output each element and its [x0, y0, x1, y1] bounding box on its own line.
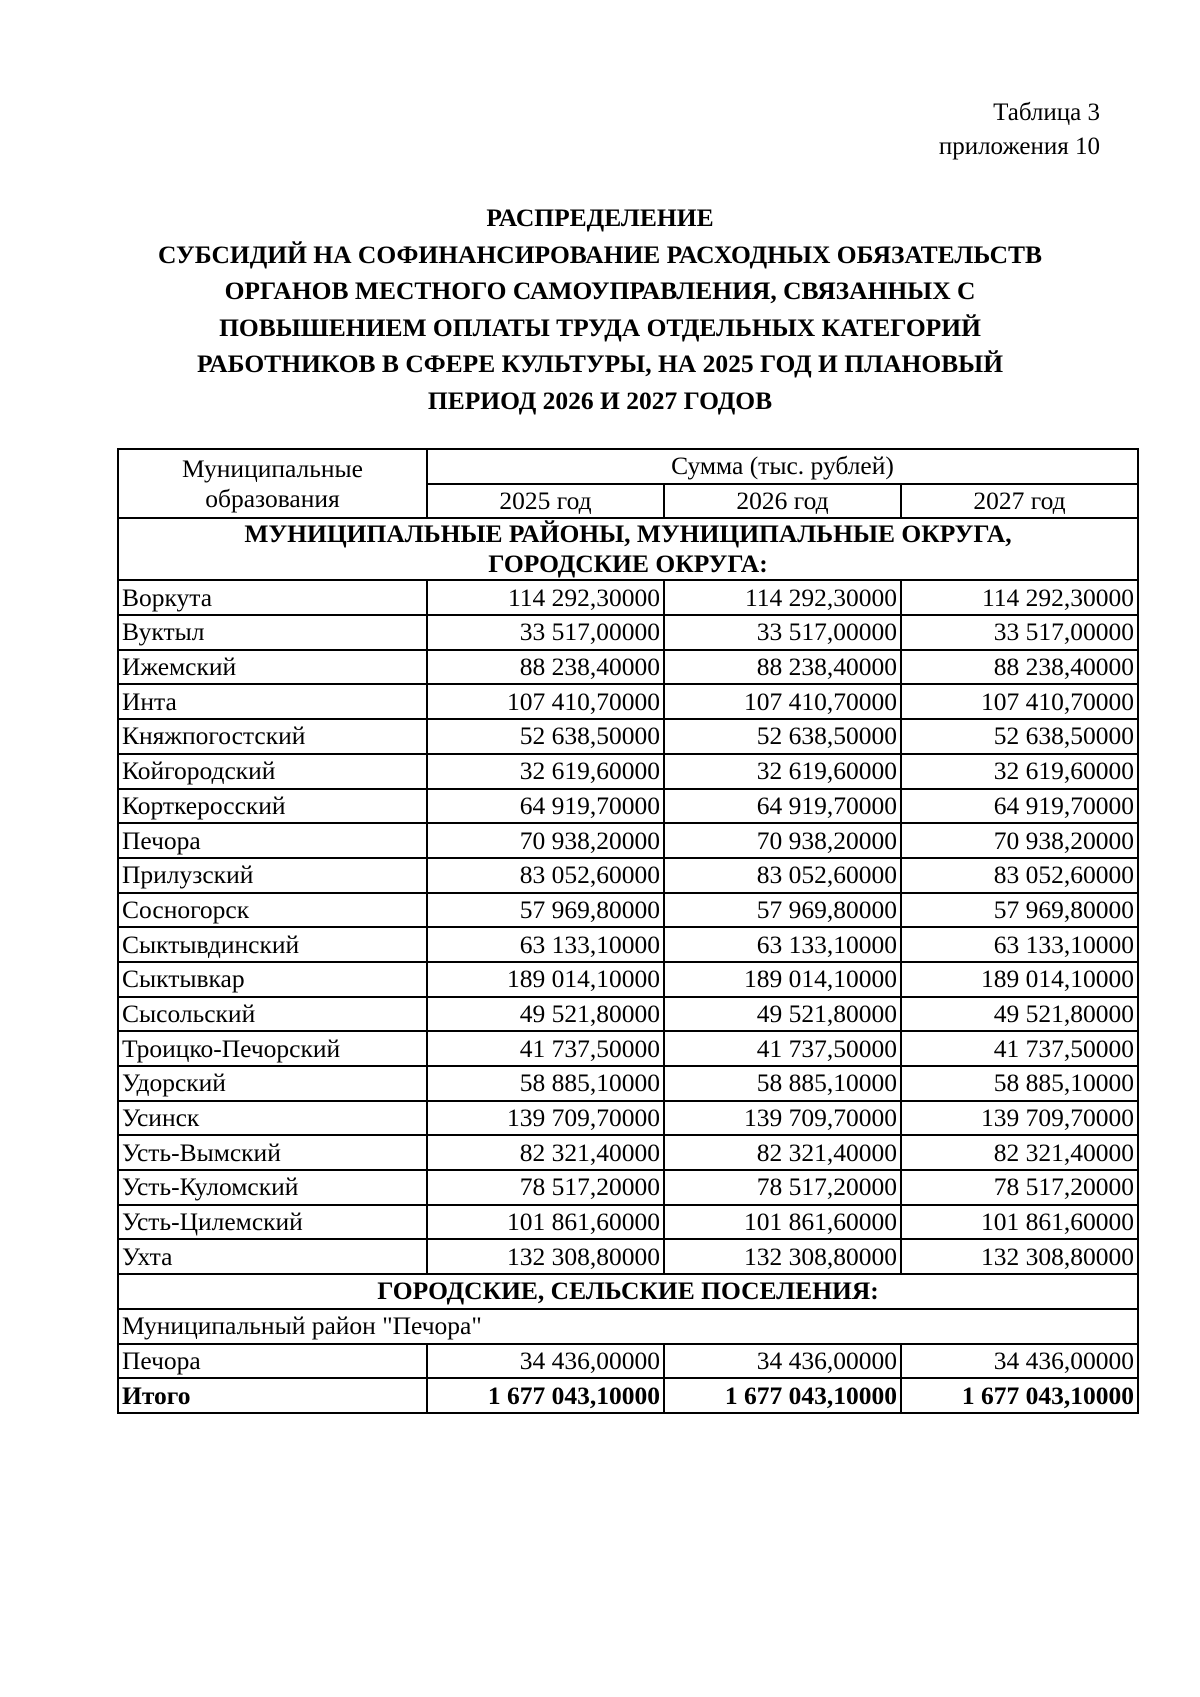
row-value-2027: 139 709,70000 [901, 1101, 1138, 1136]
appendix-number: приложения 10 [938, 133, 1100, 160]
table-row [118, 789, 1138, 824]
row-value-2026: 32 619,60000 [664, 754, 901, 789]
row-value-2025: 107 410,70000 [427, 684, 664, 719]
row-value-2025: 57 969,80000 [427, 893, 664, 928]
row-value-2026: 101 861,60000 [664, 1205, 901, 1240]
table-row [118, 997, 1138, 1032]
row-name: Койгородский [118, 754, 427, 789]
row-name: Усть-Цилемский [118, 1205, 427, 1240]
row-name: Инта [118, 684, 427, 719]
header-year-2027: 2027 год [901, 484, 1138, 519]
row-value-2027: 57 969,80000 [901, 893, 1138, 928]
row-value-2025: 114 292,30000 [427, 580, 664, 615]
row-value-2027: 52 638,50000 [901, 719, 1138, 754]
row-value-2027: 63 133,10000 [901, 927, 1138, 962]
row-value-2027: 33 517,00000 [901, 615, 1138, 650]
row-name: Сысольский [118, 997, 427, 1032]
total-row [118, 1378, 1138, 1413]
table-row [118, 719, 1138, 754]
row-value-2027: 83 052,60000 [901, 858, 1138, 893]
document-title [100, 200, 1100, 419]
table-header-row [118, 449, 1138, 484]
row-value-2026: 63 133,10000 [664, 927, 901, 962]
row-name: Прилузский [118, 858, 427, 893]
row-value-2025: 88 238,40000 [427, 650, 664, 685]
section-districts-line1: МУНИЦИПАЛЬНЫЕ РАЙОНЫ, МУНИЦИПАЛЬНЫЕ ОКРУГА, [244, 519, 1012, 549]
row-name: Вуктыл [118, 615, 427, 650]
row-name: Усть-Вымский [118, 1135, 427, 1170]
header-municipalities-line2: образования [205, 483, 340, 513]
table-row [118, 1239, 1138, 1274]
row-value-2027: 49 521,80000 [901, 997, 1138, 1032]
row-value-2027: 132 308,80000 [901, 1239, 1138, 1274]
row-value-2025: 63 133,10000 [427, 927, 664, 962]
row-value-2025: 101 861,60000 [427, 1205, 664, 1240]
row-value-2025: 132 308,80000 [427, 1239, 664, 1274]
row-value-2026: 41 737,50000 [664, 1031, 901, 1066]
table-row [118, 1135, 1138, 1170]
total-value-2026: 1 677 043,10000 [664, 1378, 901, 1413]
row-value-2025: 78 517,20000 [427, 1170, 664, 1205]
table-row [118, 684, 1138, 719]
row-name: Ухта [118, 1239, 427, 1274]
title-line: РАБОТНИКОВ В СФЕРЕ КУЛЬТУРЫ, НА 2025 ГОД И ПЛАНОВЫЙ [196, 349, 1004, 378]
row-value-2025: 189 014,10000 [427, 962, 664, 997]
row-value-2026: 132 308,80000 [664, 1239, 901, 1274]
header-year-2026: 2026 год [664, 484, 901, 519]
table-row [118, 893, 1138, 928]
total-value-2027: 1 677 043,10000 [901, 1378, 1138, 1413]
row-name: Воркута [118, 580, 427, 615]
row-value-2025: 33 517,00000 [427, 615, 664, 650]
row-value-2026: 78 517,20000 [664, 1170, 901, 1205]
row-value-2027: 189 014,10000 [901, 962, 1138, 997]
row-value-2025: 41 737,50000 [427, 1031, 664, 1066]
row-name: Усть-Куломский [118, 1170, 427, 1205]
row-name: Княжпогостский [118, 719, 427, 754]
row-value-2026: 83 052,60000 [664, 858, 901, 893]
table-row [118, 858, 1138, 893]
row-name: Троицко-Печорский [118, 1031, 427, 1066]
table-row [118, 615, 1138, 650]
row-value-2027: 64 919,70000 [901, 789, 1138, 824]
row-value-2027: 34 436,00000 [901, 1344, 1138, 1379]
row-name: Сыктывдинский [118, 927, 427, 962]
table-row [118, 1101, 1138, 1136]
row-value-2026: 33 517,00000 [664, 615, 901, 650]
row-name: Сосногорск [118, 893, 427, 928]
row-value-2026: 139 709,70000 [664, 1101, 901, 1136]
row-name: Печора [118, 823, 427, 858]
row-value-2026: 114 292,30000 [664, 580, 901, 615]
table-row [118, 1066, 1138, 1101]
row-value-2026: 34 436,00000 [664, 1344, 901, 1379]
row-value-2025: 70 938,20000 [427, 823, 664, 858]
section-header-row [118, 1274, 1138, 1309]
row-value-2027: 58 885,10000 [901, 1066, 1138, 1101]
row-value-2026: 58 885,10000 [664, 1066, 901, 1101]
header-municipalities-line1: Муниципальные [181, 453, 363, 483]
table-row [118, 1205, 1138, 1240]
row-value-2027: 114 292,30000 [901, 580, 1138, 615]
subsidy-distribution-table [117, 448, 1139, 1414]
row-value-2025: 34 436,00000 [427, 1344, 664, 1379]
row-name: Ижемский [118, 650, 427, 685]
total-value-2025: 1 677 043,10000 [427, 1378, 664, 1413]
row-value-2027: 101 861,60000 [901, 1205, 1138, 1240]
row-value-2025: 139 709,70000 [427, 1101, 664, 1136]
district-name: Муниципальный район "Печора" [118, 1309, 1138, 1344]
section-settlements-title: ГОРОДСКИЕ, СЕЛЬСКИЕ ПОСЕЛЕНИЯ: [118, 1274, 1138, 1309]
table-row [118, 1344, 1138, 1379]
row-value-2025: 52 638,50000 [427, 719, 664, 754]
row-value-2026: 57 969,80000 [664, 893, 901, 928]
table-row [118, 927, 1138, 962]
row-value-2025: 49 521,80000 [427, 997, 664, 1032]
row-value-2025: 32 619,60000 [427, 754, 664, 789]
table-number: Таблица 3 [993, 99, 1100, 126]
row-value-2026: 189 014,10000 [664, 962, 901, 997]
section-districts-line2: ГОРОДСКИЕ ОКРУГА: [488, 549, 768, 579]
row-value-2027: 70 938,20000 [901, 823, 1138, 858]
row-name: Печора [118, 1344, 427, 1379]
table-row [118, 754, 1138, 789]
table-row [118, 1170, 1138, 1205]
row-value-2027: 41 737,50000 [901, 1031, 1138, 1066]
row-value-2026: 70 938,20000 [664, 823, 901, 858]
row-name: Корткеросский [118, 789, 427, 824]
row-value-2025: 58 885,10000 [427, 1066, 664, 1101]
row-value-2027: 32 619,60000 [901, 754, 1138, 789]
row-value-2025: 82 321,40000 [427, 1135, 664, 1170]
row-value-2026: 107 410,70000 [664, 684, 901, 719]
row-value-2025: 64 919,70000 [427, 789, 664, 824]
row-value-2027: 88 238,40000 [901, 650, 1138, 685]
row-value-2027: 82 321,40000 [901, 1135, 1138, 1170]
row-value-2026: 49 521,80000 [664, 997, 901, 1032]
row-value-2027: 107 410,70000 [901, 684, 1138, 719]
title-line: СУБСИДИЙ НА СОФИНАНСИРОВАНИЕ РАСХОДНЫХ ОБЯЗАТЕЛЬСТВ [157, 239, 1043, 269]
title-line: ОРГАНОВ МЕСТНОГО САМОУПРАВЛЕНИЯ, СВЯЗАННЫХ С [224, 276, 976, 305]
section-districts-title [118, 518, 1138, 580]
row-value-2027: 78 517,20000 [901, 1170, 1138, 1205]
table-row [118, 650, 1138, 685]
row-value-2026: 52 638,50000 [664, 719, 901, 754]
table-row [118, 580, 1138, 615]
district-row [118, 1309, 1138, 1344]
row-name: Удорский [118, 1066, 427, 1101]
row-value-2026: 88 238,40000 [664, 650, 901, 685]
section-header-row [118, 518, 1138, 580]
row-value-2026: 64 919,70000 [664, 789, 901, 824]
row-value-2026: 82 321,40000 [664, 1135, 901, 1170]
title-line: ПЕРИОД 2026 И 2027 ГОДОВ [427, 385, 773, 415]
row-name: Сыктывкар [118, 962, 427, 997]
appendix-reference [939, 96, 1100, 164]
title-line: РАСПРЕДЕЛЕНИЕ [486, 203, 714, 232]
table-row [118, 1031, 1138, 1066]
header-year-2025: 2025 год [427, 484, 664, 519]
total-label: Итого [118, 1378, 427, 1413]
row-value-2025: 83 052,60000 [427, 858, 664, 893]
header-municipalities [118, 449, 427, 518]
table-row [118, 962, 1138, 997]
table-row [118, 823, 1138, 858]
row-name: Усинск [118, 1101, 427, 1136]
title-line: ПОВЫШЕНИЕМ ОПЛАТЫ ТРУДА ОТДЕЛЬНЫХ КАТЕГОРИЙ [219, 312, 981, 342]
header-sum: Сумма (тыс. рублей) [427, 449, 1138, 484]
